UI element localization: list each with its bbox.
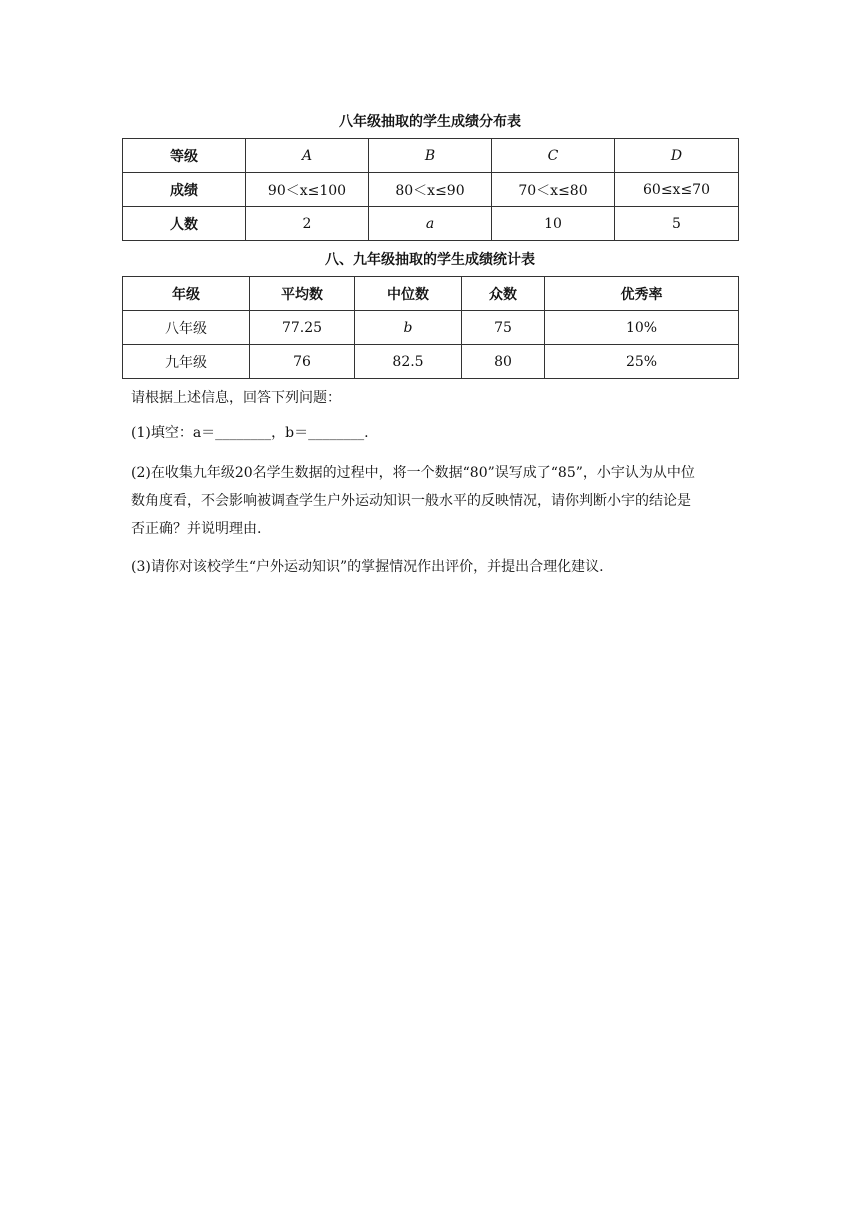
- table-row: [123, 139, 739, 173]
- table-cell: 等级: [123, 139, 246, 173]
- column-header: 平均数: [250, 277, 355, 311]
- table-cell: a: [369, 207, 492, 241]
- column-header: 年级: [123, 277, 250, 311]
- question-intro: 请根据上述信息，回答下列问题：: [131, 390, 341, 406]
- table1-caption: 八年级抽取的学生成绩分布表: [339, 114, 521, 130]
- table-row: [123, 173, 739, 207]
- table-cell: 2: [246, 207, 369, 241]
- table-cell: 77.25: [250, 311, 355, 345]
- table-row: [123, 207, 739, 241]
- table-cell: 10: [492, 207, 615, 241]
- question-1: (1)填空：a＝________，b＝________.: [131, 425, 369, 441]
- table-cell: 80＜x≤90: [369, 173, 492, 207]
- table-cell: 人数: [123, 207, 246, 241]
- grade8-distribution-table: [122, 138, 739, 241]
- table-header-row: [123, 277, 739, 311]
- table-row: [123, 345, 739, 379]
- table-cell: 25%: [545, 345, 739, 379]
- table-cell: 10%: [545, 311, 739, 345]
- table-cell: A: [246, 139, 369, 173]
- table-cell: 5: [615, 207, 739, 241]
- table-cell: D: [615, 139, 739, 173]
- table-cell: 八年级: [123, 311, 250, 345]
- column-header: 众数: [462, 277, 545, 311]
- table-cell: 60≤x≤70: [615, 173, 739, 207]
- question-2: (2)在收集九年级20名学生数据的过程中，将一个数据“80”误写成了“85”，小宇认为从中位 数角度看，不会影响被调查学生户外运动知识一般水平的反映情况，请你判断小宇的结论是 否正确？并说明理由.: [131, 465, 695, 537]
- table-cell: 九年级: [123, 345, 250, 379]
- table-row: [123, 311, 739, 345]
- table-cell: B: [369, 139, 492, 173]
- table-cell: 成绩: [123, 173, 246, 207]
- column-header: 中位数: [355, 277, 462, 311]
- table-cell: 80: [462, 345, 545, 379]
- column-header: 优秀率: [545, 277, 739, 311]
- table-cell: 70＜x≤80: [492, 173, 615, 207]
- table-cell: 90＜x≤100: [246, 173, 369, 207]
- question-3: (3)请你对该校学生“户外运动知识”的掌握情况作出评价，并提出合理化建议.: [131, 559, 604, 575]
- table-cell: 75: [462, 311, 545, 345]
- table-cell: 82.5: [355, 345, 462, 379]
- grade-statistics-table: [122, 276, 739, 379]
- table-cell: C: [492, 139, 615, 173]
- table-cell: 76: [250, 345, 355, 379]
- table-cell: b: [355, 311, 462, 345]
- table2-caption: 八、九年级抽取的学生成绩统计表: [325, 252, 535, 268]
